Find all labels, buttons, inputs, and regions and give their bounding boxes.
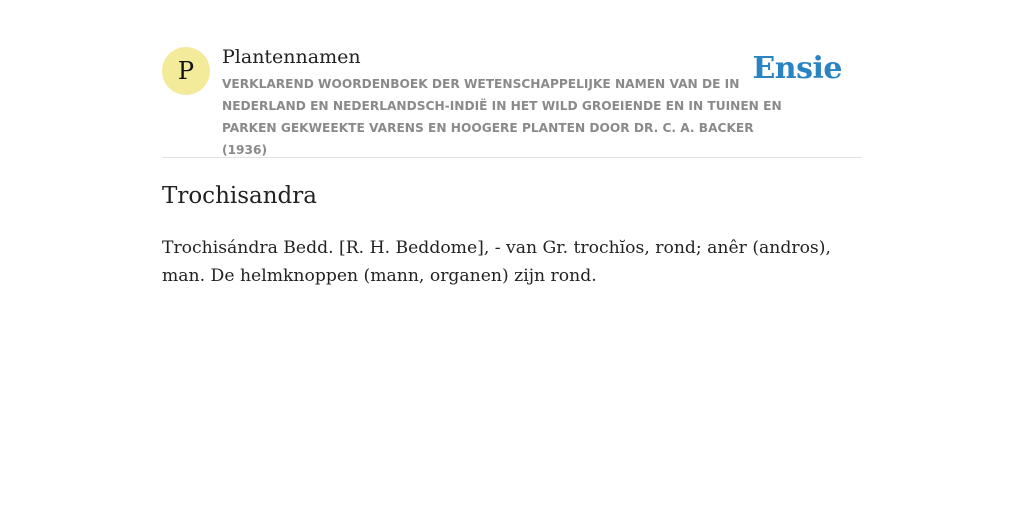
page-title: Trochisandra xyxy=(162,183,317,209)
book-title[interactable]: Plantennamen xyxy=(222,46,361,68)
entry-body: Trochisándra Bedd. [R. H. Beddome], - van Gr. trochĭos, rond; anêr (andros), man. De helmknoppen (mann, organen) zijn rond. xyxy=(162,238,831,286)
avatar[interactable]: P xyxy=(162,47,210,95)
book-subtitle: VERKLAREND WOORDENBOEK DER WETENSCHAPPELIJKE NAMEN VAN DE IN NEDERLAND EN NEDERLANDSCH-INDIË IN HET WILD GROEIENDE EN IN TUINEN EN PARKEN GEKWEEKTE VARENS EN HOOGERE PLANTEN DOOR DR. C. A. BACKER (1936) xyxy=(222,77,782,157)
brand-logo[interactable]: Ensie xyxy=(752,51,842,86)
divider xyxy=(162,157,862,158)
header xyxy=(162,44,862,157)
